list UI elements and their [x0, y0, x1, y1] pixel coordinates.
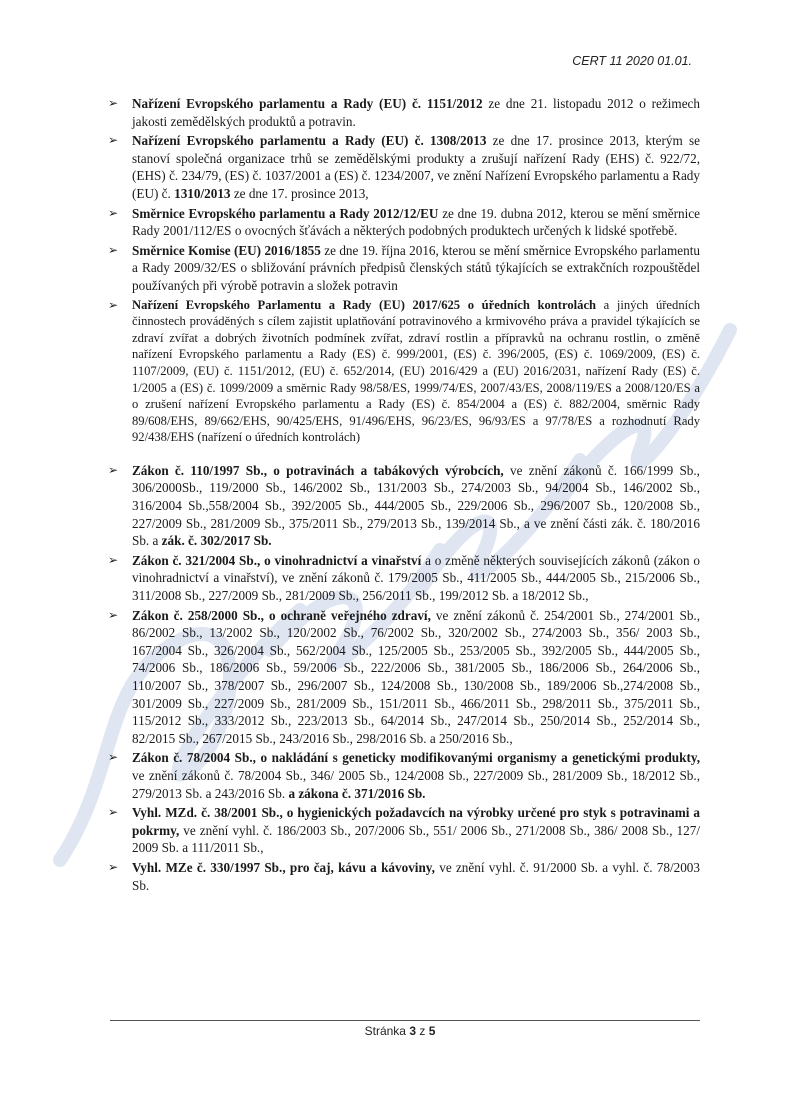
footer-prefix: Stránka: [364, 1024, 410, 1038]
page-number: 3: [409, 1024, 417, 1038]
item-title: Zákon č. 258/2000 Sb., o ochraně veřejného zdraví,: [132, 607, 431, 623]
footer-divider: [110, 1020, 700, 1021]
arrow-bullet-icon: ➢: [108, 859, 119, 874]
list-item: [108, 607, 700, 748]
document-code: CERT 11 2020 01.01.: [572, 54, 692, 68]
list-item: [108, 552, 700, 605]
item-title: Nařízení Evropského parlamentu a Rady (EU) č. 1151/2012: [132, 96, 483, 111]
item-title: Směrnice Evropského parlamentu a Rady 2012/12/EU: [132, 205, 439, 221]
list-item: [108, 749, 700, 802]
item-text: ze dne 21. listopadu 2012 o režimech jakosti zemědělských produktů a potravin.: [132, 96, 700, 129]
arrow-bullet-icon: ➢: [108, 96, 119, 110]
arrow-bullet-icon: ➢: [108, 205, 119, 220]
list-item: [108, 859, 700, 894]
arrow-bullet-icon: ➢: [108, 297, 119, 312]
list-item: [108, 242, 700, 295]
item-title: Vyhl. MZe č. 330/1997 Sb., pro čaj, kávu a kávoviny,: [132, 859, 435, 875]
item-text: ve znění zákonů č. 78/2004 Sb., 346/ 2005 Sb., 124/2008 Sb., 227/2009 Sb., 281/2009 Sb., 18/2012 Sb., 279/2013 Sb. a 243/2016 Sb.: [132, 767, 700, 801]
arrow-bullet-icon: ➢: [108, 552, 119, 567]
item-title: Nařízení Evropského Parlamentu a Rady (EU) 2017/625 o úředních kontrolách: [132, 297, 597, 312]
item-text-2: ze dne 17. prosince 2013,: [230, 185, 369, 201]
list-item: [108, 462, 700, 550]
arrow-bullet-icon: ➢: [108, 607, 119, 622]
item-title: Vyhl. MZd. č. 38/2001 Sb., o hygienických požadavcích na výrobky určené pro styk s potravinami a pokrmy,: [132, 805, 700, 838]
arrow-bullet-icon: ➢: [108, 242, 119, 257]
arrow-bullet-icon: ➢: [108, 133, 119, 148]
item-text: ve znění vyhl. č. 91/2000 Sb. a vyhl. č. 78/2003 Sb.: [132, 859, 700, 893]
legislation-list: [108, 95, 700, 894]
item-text: ze dne 19. října 2016, kterou se mění směrnice Evropského parlamentu a Rady 2009/32/ES o sbližování právních předpisů členských států týkajících se extrakčních rozpouštědel používaných při výrobě potravin a složek potravin: [132, 242, 700, 293]
item-title: Zákon č. 110/1997 Sb., o potravinách a tabákových výrobcích,: [132, 462, 504, 478]
arrow-bullet-icon: ➢: [108, 805, 119, 820]
arrow-bullet-icon: ➢: [108, 750, 119, 765]
item-title: Zákon č. 321/2004 Sb., o vinohradnictví a vinařství: [132, 552, 422, 568]
list-item: [108, 297, 700, 446]
item-text: ze dne 19. dubna 2012, kterou se mění směrnice Rady 2001/112/ES o ovocných šťávách a některých podobných produktech určených k lidské spotřebě.: [132, 205, 700, 239]
item-title: Zákon č. 78/2004 Sb., o nakládání s geneticky modifikovanými organismy a genetickými produkty,: [132, 750, 700, 766]
item-title-2: zák. č. 302/2017 Sb.: [161, 533, 272, 549]
item-text: a o změně některých souvisejících zákonů (zákon o vinohradnictví a vinařství), ve znění zákonů č. 179/2005 Sb., 411/2005 Sb., 444/2005 Sb., 215/2006 Sb., 311/2008 Sb., 227/2009 Sb., 281/2009 Sb., 256/2011 Sb., 199/2012 Sb. a 18/2012 Sb.,: [132, 552, 700, 604]
list-item: [108, 804, 700, 857]
item-title: Nařízení Evropského parlamentu a Rady (EU) č. 1308/2013: [132, 133, 487, 149]
item-title-2: a zákona č. 371/2016 Sb.: [288, 785, 426, 801]
item-title-2: 1310/2013: [174, 185, 231, 201]
page-footer: [0, 1024, 800, 1038]
item-text: ve znění zákonů č. 254/2001 Sb., 274/2001 Sb., 86/2002 Sb., 13/2002 Sb., 120/2002 Sb., 76/2002 Sb., 320/2002 Sb., 274/2003 Sb., 356/ 2003 Sb., 167/2004 Sb., 326/2004 Sb., 562/2004 Sb., 125/2005 Sb., 253/2005 Sb., 392/2005 Sb., 444/2005 Sb., 74/2006 Sb., 186/2006 Sb., 59/2006 Sb., 222/2006 Sb., 381/2005 Sb., 186/2006 Sb., 264/2006 Sb., 110/2007 Sb., 378/2007 Sb., 296/2007 Sb., 124/2008 Sb., 130/2008 Sb., 189/2006 Sb.,274/2008 Sb., 301/2009 Sb., 227/2009 Sb., 281/2009 Sb., 151/2011 Sb., 466/2011 Sb., 298/2011 Sb., 375/2011 Sb., 115/2012 Sb., 333/2012 Sb., 223/2013 Sb., 64/2014 Sb., 247/2014 Sb., 250/2014 Sb., 252/2014 Sb., 82/2015 Sb., 267/2015 Sb., 243/2016 Sb., 298/2016 Sb. a 250/2016 Sb.,: [132, 607, 701, 746]
list-item: [108, 132, 700, 202]
footer-middle: z: [416, 1024, 429, 1038]
item-text: ve znění vyhl. č. 186/2003 Sb., 207/2006 Sb., 551/ 2006 Sb., 271/2008 Sb., 386/ 2008 Sb., 127/ 2009 Sb. a 111/2011 Sb.,: [132, 822, 700, 856]
item-text: a jiných úředních činnostech prováděných s cílem zajistit uplatňování potravinového a krmivového práva a pravidel týkajících se zdraví zvířat a dobrých životních podmínek zvířat, zdraví rostlin a přípravků na ochranu rostlin, o změně nařízení Evropského parlamentu a Rady (ES) č. 999/2001, (ES) č. 396/2005, (ES) č. 1069/2009, (ES) č. 1107/2009, (EU) č. 1151/2012, (EU) č. 652/2014, (EU) 2016/429 a (EU) 2016/2031, nařízení Rady (ES) č. 1/2005 a (ES) č. 1099/2009 a směrnic Rady 98/58/ES, 1999/74/ES, 2007/43/ES, 2008/119/ES a 2008/120/ES a o zrušení nařízení Evropského parlamentu a Rady (ES) č. 854/2004 a (ES) č. 882/2004, směrnic Rady 89/608/EHS, 89/662/EHS, 90/425/EHS, 91/496/EHS, 96/23/ES, 96/93/ES a 97/78/ES a rozhodnutí Rady 92/438/EHS (nařízení o úředních kontrolách): [132, 297, 701, 445]
list-item: [108, 95, 700, 130]
page-total: 5: [428, 1024, 436, 1038]
item-title: Směrnice Komise (EU) 2016/1855: [132, 242, 321, 258]
item-text: ve znění zákonů č. 166/1999 Sb., 306/2000Sb., 119/2000 Sb., 146/2002 Sb., 131/2003 Sb., 274/2003 Sb., 94/2004 Sb., 146/2002 Sb., 316/2004 Sb.,558/2004 Sb., 392/2005 Sb., 444/2005 Sb., 229/2006 Sb., 296/2007 Sb., 120/2008 Sb., 227/2009 Sb., 281/2009 Sb., 375/2011 Sb., 279/2013 Sb., 139/2014 Sb., a ve znění části zák. č. 180/2016 Sb. a: [132, 462, 700, 549]
arrow-bullet-icon: ➢: [108, 462, 119, 477]
item-text: ze dne 17. prosince 2013, kterým se stanoví společná organizace trhů se zemědělskými produkty a zrušují nařízení Rady (EHS) č. 922/72, (EHS) č. 234/79, (ES) č. 1037/2001 a (ES) č. 1234/2007, ve znění Nařízení Evropského parlamentu a Rady (EU) č.: [132, 133, 700, 201]
list-item: [108, 205, 700, 240]
